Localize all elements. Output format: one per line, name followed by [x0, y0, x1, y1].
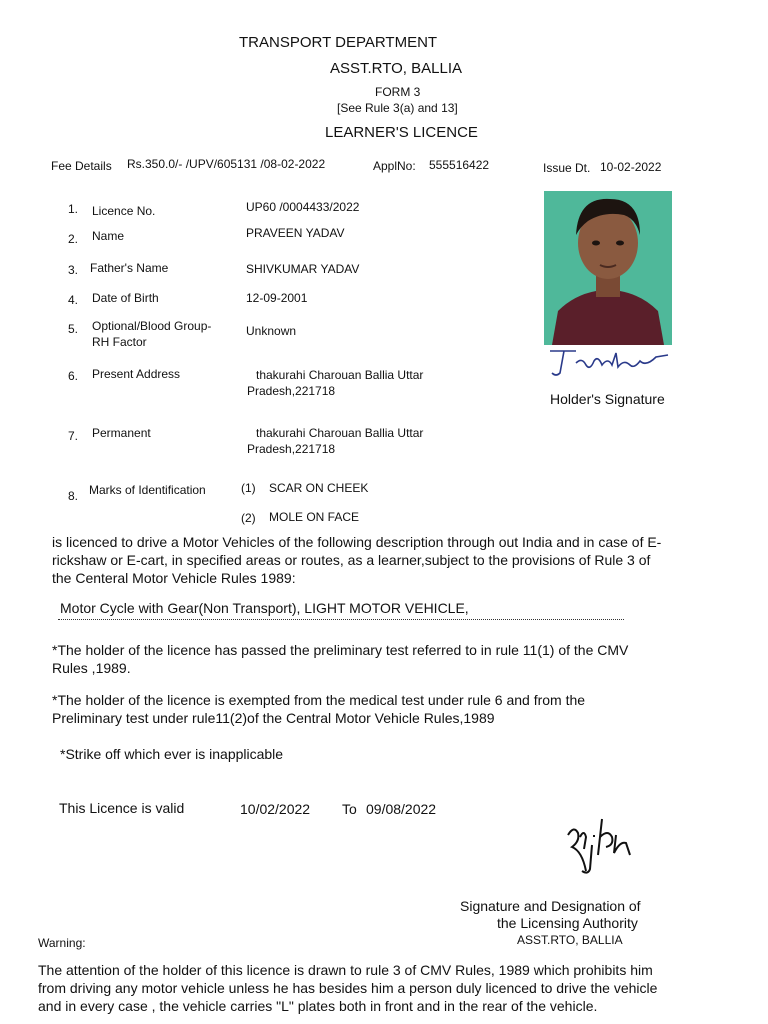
authority-signature-mark	[560, 815, 640, 877]
mark-text: MOLE ON FACE	[269, 510, 360, 524]
form-number: FORM 3	[375, 85, 421, 99]
fee-details-value: Rs.350.0/- /UPV/605131 /08-02-2022	[127, 157, 326, 171]
licence-description-line3: the Centeral Motor Vehicle Rules 1989:	[52, 570, 296, 586]
mark-text: SCAR ON CHEEK	[269, 481, 369, 495]
appl-no-label: ApplNo:	[373, 159, 416, 173]
field-number: 6.	[68, 369, 79, 383]
field-number: 3.	[68, 263, 79, 277]
warning-line3: and in every case , the vehicle carries "L" plates both in front and in the rear of the vehicle.	[38, 998, 598, 1014]
blood-group-label-line1: Optional/Blood Group-	[92, 319, 212, 333]
vehicle-classes-underline	[58, 619, 624, 620]
note-exempted-line2: Preliminary test under rule11(2)of the Central Motor Vehicle Rules,1989	[52, 710, 495, 726]
field-number: 7.	[68, 429, 79, 443]
note-exempted-line1: *The holder of the licence is exempted from the medical test under rule 6 and from the	[52, 692, 586, 708]
validity-to: 09/08/2022	[366, 801, 437, 817]
strike-note: *Strike off which ever is inapplicable	[60, 746, 284, 762]
dob-label: Date of Birth	[92, 291, 159, 305]
holder-signature	[546, 343, 676, 384]
present-address-line1: thakurahi Charouan Ballia Uttar	[256, 368, 424, 382]
permanent-address-line1: thakurahi Charouan Ballia Uttar	[256, 426, 424, 440]
licence-no-label: Licence No.	[92, 204, 156, 218]
name-label: Name	[92, 229, 125, 243]
validity-to-label: To	[342, 801, 357, 817]
authority-line1: Signature and Designation of	[460, 898, 641, 914]
validity-label: This Licence is valid	[59, 800, 185, 816]
mark-number: (1)	[241, 481, 256, 495]
office-title: ASST.RTO, BALLIA	[330, 60, 463, 77]
page-title: LEARNER'S LICENCE	[325, 124, 478, 141]
fee-details-label: Fee Details	[51, 159, 112, 173]
validity-from: 10/02/2022	[240, 801, 311, 817]
blood-group-label-line2: RH Factor	[92, 335, 147, 349]
authority-line2: the Licensing Authority	[497, 915, 638, 931]
fathers-name-label: Father's Name	[90, 261, 169, 275]
warning-line2: from driving any motor vehicle unless he has besides him a person duly licenced to drive the vehicle	[38, 980, 658, 996]
field-number: 4.	[68, 293, 79, 307]
permanent-address-label: Permanent	[92, 426, 151, 440]
holder-signature-mark	[546, 343, 676, 379]
authority-signature	[560, 815, 640, 882]
appl-no-value: 555516422	[429, 158, 490, 172]
permanent-address-line2: Pradesh,221718	[247, 442, 336, 456]
licence-no-value: UP60 /0004433/2022	[246, 200, 360, 214]
issue-date-value: 10-02-2022	[600, 160, 662, 174]
present-address-line2: Pradesh,221718	[247, 384, 336, 398]
dob-value: 12-09-2001	[246, 291, 308, 305]
field-number: 1.	[68, 202, 79, 216]
rule-reference: [See Rule 3(a) and 13]	[337, 101, 458, 115]
marks-label: Marks of Identification	[89, 483, 206, 497]
name-value: PRAVEEN YADAV	[246, 226, 345, 240]
licence-description-line2: rickshaw or E-cart, in specified areas or routes, as a learner,subject to the provisions of Rule 3 of	[52, 552, 651, 568]
fathers-name-value: SHIVKUMAR YADAV	[246, 262, 360, 276]
licence-description-line1: is licenced to drive a Motor Vehicles of the following description through out India and in case of E-	[52, 534, 662, 550]
mark-number: (2)	[241, 511, 256, 525]
holder-photo	[544, 191, 672, 345]
present-address-label: Present Address	[92, 367, 181, 381]
note-preliminary-line2: Rules ,1989.	[52, 660, 131, 676]
field-number: 2.	[68, 232, 79, 246]
authority-line3: ASST.RTO, BALLIA	[517, 933, 623, 947]
vehicle-classes: Motor Cycle with Gear(Non Transport), LIGHT MOTOR VEHICLE,	[60, 600, 469, 616]
blood-group-value: Unknown	[246, 324, 297, 338]
warning-line1: The attention of the holder of this licence is drawn to rule 3 of CMV Rules, 1989 which prohibits him	[38, 962, 653, 978]
field-number: 8.	[68, 489, 79, 503]
issue-date-label: Issue Dt.	[543, 161, 591, 175]
warning-label: Warning:	[38, 936, 86, 950]
department-title: TRANSPORT DEPARTMENT	[239, 34, 438, 51]
note-preliminary-line1: *The holder of the licence has passed the preliminary test referred to in rule 11(1) of the CMV	[52, 642, 629, 658]
field-number: 5.	[68, 322, 79, 336]
person-photo-image	[544, 191, 672, 345]
holders-signature-label: Holder's Signature	[550, 391, 665, 407]
